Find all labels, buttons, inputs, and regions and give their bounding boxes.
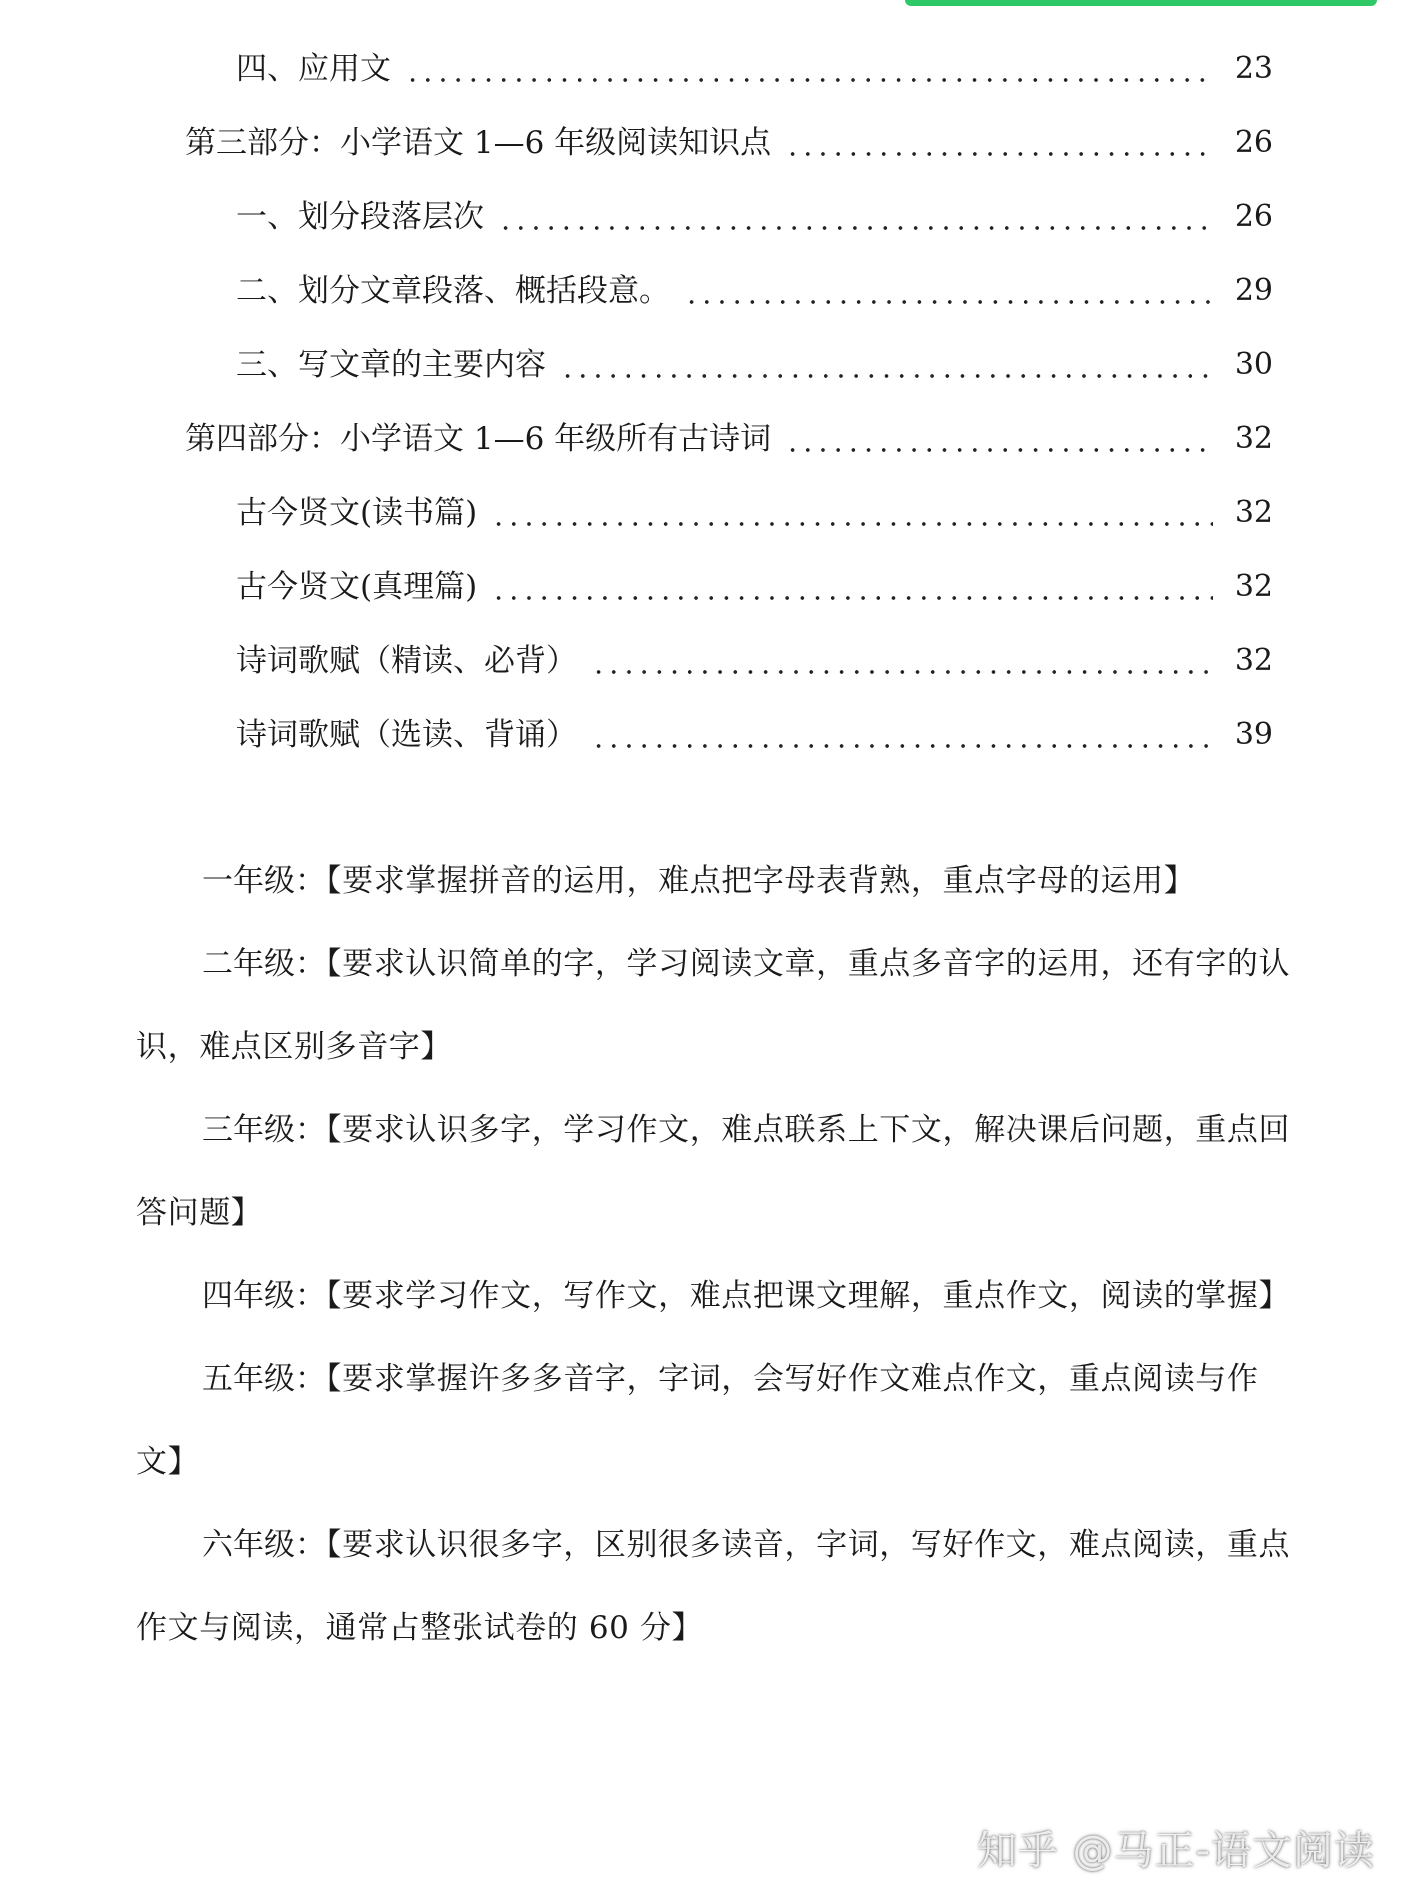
toc-page-number: 32	[1234, 495, 1273, 530]
grade-label: 一年级：	[202, 863, 326, 899]
grade-paragraph-4	[136, 1255, 1296, 1338]
toc-page-number: 32	[1234, 643, 1273, 678]
toc-dot-leader	[591, 710, 1213, 760]
grade-label: 三年级：	[202, 1112, 326, 1148]
grade-text: 【要求掌握拼音的运用，难点把字母表背熟，重点字母的运用】	[326, 863, 1196, 899]
toc-page-number: 29	[1234, 273, 1273, 308]
toc-dot-leader	[785, 414, 1213, 464]
grade-label: 二年级：	[202, 946, 326, 982]
grade-requirements	[136, 840, 1296, 1670]
toc-entry-title: 二、划分文章段落、概括段意。	[236, 273, 670, 309]
zhihu-watermark: 知乎 @马正-语文阅读	[976, 1828, 1375, 1874]
toc-entry[interactable]	[185, 118, 1273, 168]
toc-page-number: 32	[1234, 421, 1273, 456]
grade-text: 【要求认识简单的字，学习阅读文章，重点多音字的运用，还有字的认识，难点区别多音字】	[136, 946, 1291, 1065]
toc-page-number: 23	[1234, 51, 1273, 86]
toc-entry[interactable]	[236, 192, 1273, 242]
toc-page-number: 32	[1234, 569, 1273, 604]
toc-entry[interactable]	[236, 562, 1273, 612]
toc-page-number: 26	[1234, 199, 1273, 234]
grade-text: 【要求掌握许多多音字，字词，会写好作文难点作文，重点阅读与作文】	[136, 1361, 1259, 1480]
grade-text: 【要求学习作文，写作文，难点把课文理解，重点作文，阅读的掌握】	[326, 1278, 1291, 1314]
grade-text: 【要求认识很多字，区别很多读音，字词，写好作文，难点阅读，重点作文与阅读，通常占整张试卷的 60 分】	[136, 1527, 1291, 1646]
toc-page-number: 39	[1234, 717, 1273, 752]
top-accent-bar	[905, 0, 1377, 6]
toc-dot-leader	[785, 118, 1213, 168]
toc-dot-leader	[498, 192, 1213, 242]
toc-page-number: 26	[1234, 125, 1273, 160]
grade-paragraph-6	[136, 1504, 1296, 1670]
grade-paragraph-1	[136, 840, 1296, 923]
toc-entry-title: 诗词歌赋（选读、背诵）	[236, 717, 577, 753]
toc-entry[interactable]	[236, 44, 1273, 94]
toc-dot-leader	[560, 340, 1213, 390]
toc-entry[interactable]	[236, 488, 1273, 538]
toc-dot-leader	[405, 44, 1213, 94]
toc-dot-leader	[684, 266, 1213, 316]
grade-label: 六年级：	[202, 1527, 326, 1563]
toc-dot-leader	[491, 562, 1213, 612]
toc-entry-title: 第四部分：小学语文 1—6 年级所有古诗词	[185, 421, 772, 457]
toc-entry-title: 一、划分段落层次	[236, 199, 484, 235]
grade-label: 五年级：	[202, 1361, 326, 1397]
toc-dot-leader	[491, 488, 1213, 538]
toc-entry[interactable]	[236, 710, 1273, 760]
toc-entry[interactable]	[185, 414, 1273, 464]
grade-paragraph-2	[136, 923, 1296, 1089]
toc-entry[interactable]	[236, 340, 1273, 390]
grade-paragraph-5	[136, 1338, 1296, 1504]
toc-entry-title: 古今贤文(读书篇)	[236, 495, 478, 531]
grade-paragraph-3	[136, 1089, 1296, 1255]
grade-label: 四年级：	[202, 1278, 326, 1314]
grade-text: 【要求认识多字，学习作文，难点联系上下文，解决课后问题，重点回答问题】	[136, 1112, 1291, 1231]
toc-entry-title: 古今贤文(真理篇)	[236, 569, 478, 605]
toc-dot-leader	[591, 636, 1213, 686]
toc-entry-title: 诗词歌赋（精读、必背）	[236, 643, 577, 679]
toc-entry[interactable]	[236, 636, 1273, 686]
toc-page-number: 30	[1234, 347, 1273, 382]
toc-entry-title: 三、写文章的主要内容	[236, 347, 546, 383]
toc-entry-title: 第三部分：小学语文 1—6 年级阅读知识点	[185, 125, 772, 161]
toc-entry[interactable]	[236, 266, 1273, 316]
toc-entry-title: 四、应用文	[236, 51, 391, 87]
